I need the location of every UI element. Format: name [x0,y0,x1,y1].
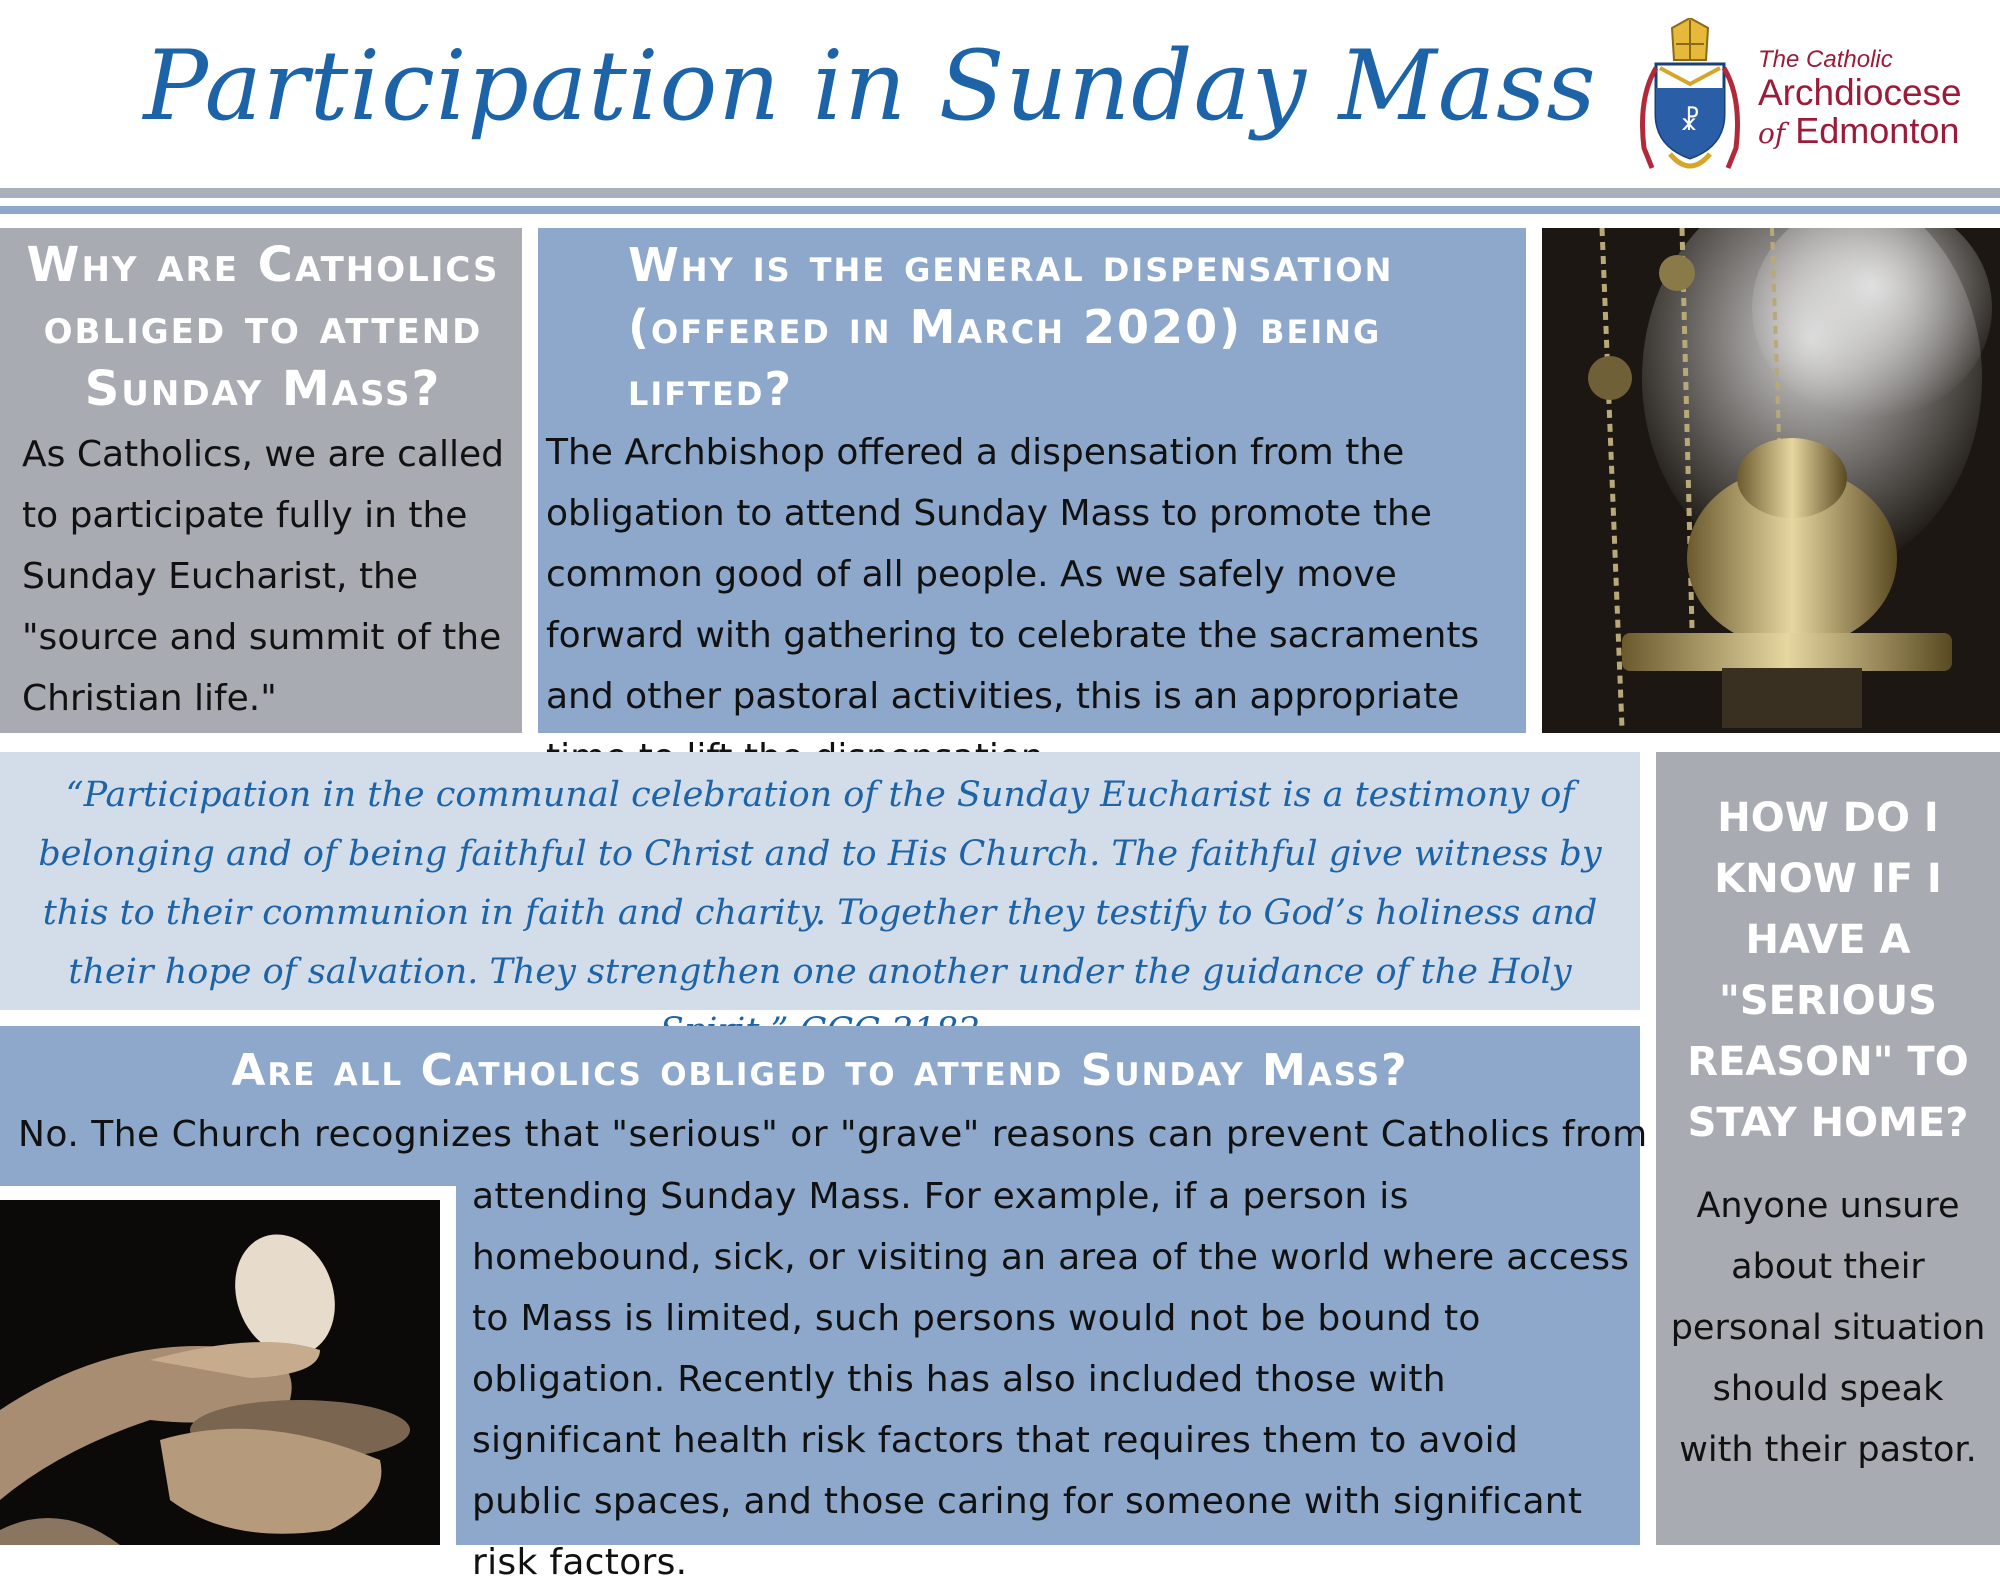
dispensation-heading: Why is the general dispensation (offered in March 2020) being lifted? [628,238,1394,416]
thurible-image-icon [1542,228,2000,733]
logo-line-1: The Catholic [1758,46,1893,73]
thurible-photo [1542,228,2000,733]
dispensation-body: The Archbishop offered a dispensation from the obligation to attend Sunday Mass to promote the common good of all people. As we safely move forward with gathering to celebrate the sacraments and other pastoral activities, this is an appropriate [546,432,1480,717]
coat-of-arms-icon [1630,18,1750,178]
serious-reason-panel [1656,752,2000,1545]
obliged-panel [0,228,522,733]
obliged-body: As Catholics, we are called to participate fully in the Sunday Eucharist, the "source and summit of the Christian life." [22,434,504,719]
archdiocese-logo [1630,18,1990,178]
header-divider-gray [0,188,2000,198]
header-divider-blue [0,206,2000,214]
all-catholics-body: attending Sunday Mass. For example, if a person is homebound, sick, or visiting an area of the world where access to Mass is limited, such persons would not be bound to obligation. Recently this has also included those with significant health risk factors that requires them to avoid public spaces, and those caring for someone with significant risk factors. [472,1176,1630,1583]
serious-reason-heading: HOW DO I KNOW IF I HAVE A "SERIOUS REASON" TO STAY HOME? [1687,795,1969,1146]
logo-line-3-prefix: of [1758,117,1786,150]
logo-line-2: Archdiocese [1758,72,1962,113]
logo-line-3-text: Edmonton [1795,110,1960,151]
all-catholics-body-line1: No. The Church recognizes that "serious" or "grave" reasons can prevent Catholics from [18,1114,1648,1155]
dispensation-panel [538,228,1526,733]
page-title: Participation in Sunday Mass [143,30,1597,142]
host-image-icon [0,1200,440,1545]
logo-line-3 [1758,110,1959,152]
serious-reason-body: Anyone unsure about their personal situation should speak with their pastor. [1670,1186,1986,1470]
obliged-heading: Why are Catholics obliged to attend Sunday Mass? [26,237,500,417]
svg-text:☧: ☧ [1679,107,1701,137]
catechism-quote-panel [0,752,1640,1010]
all-catholics-heading: Are all Catholics obliged to attend Sunday Mass? [231,1045,1409,1096]
catechism-quote: “Participation in the communal celebration of the Sunday Eucharist is a testimony of belonging and of being faithful to Christ and to His Church. The faithful give witness by this to their communion in faith and charity. Together they testify to God’s holiness and their hope of salvation. They strengthen one another under the guidance of the Holy [38,775,1602,992]
eucharist-host-photo [0,1200,440,1545]
